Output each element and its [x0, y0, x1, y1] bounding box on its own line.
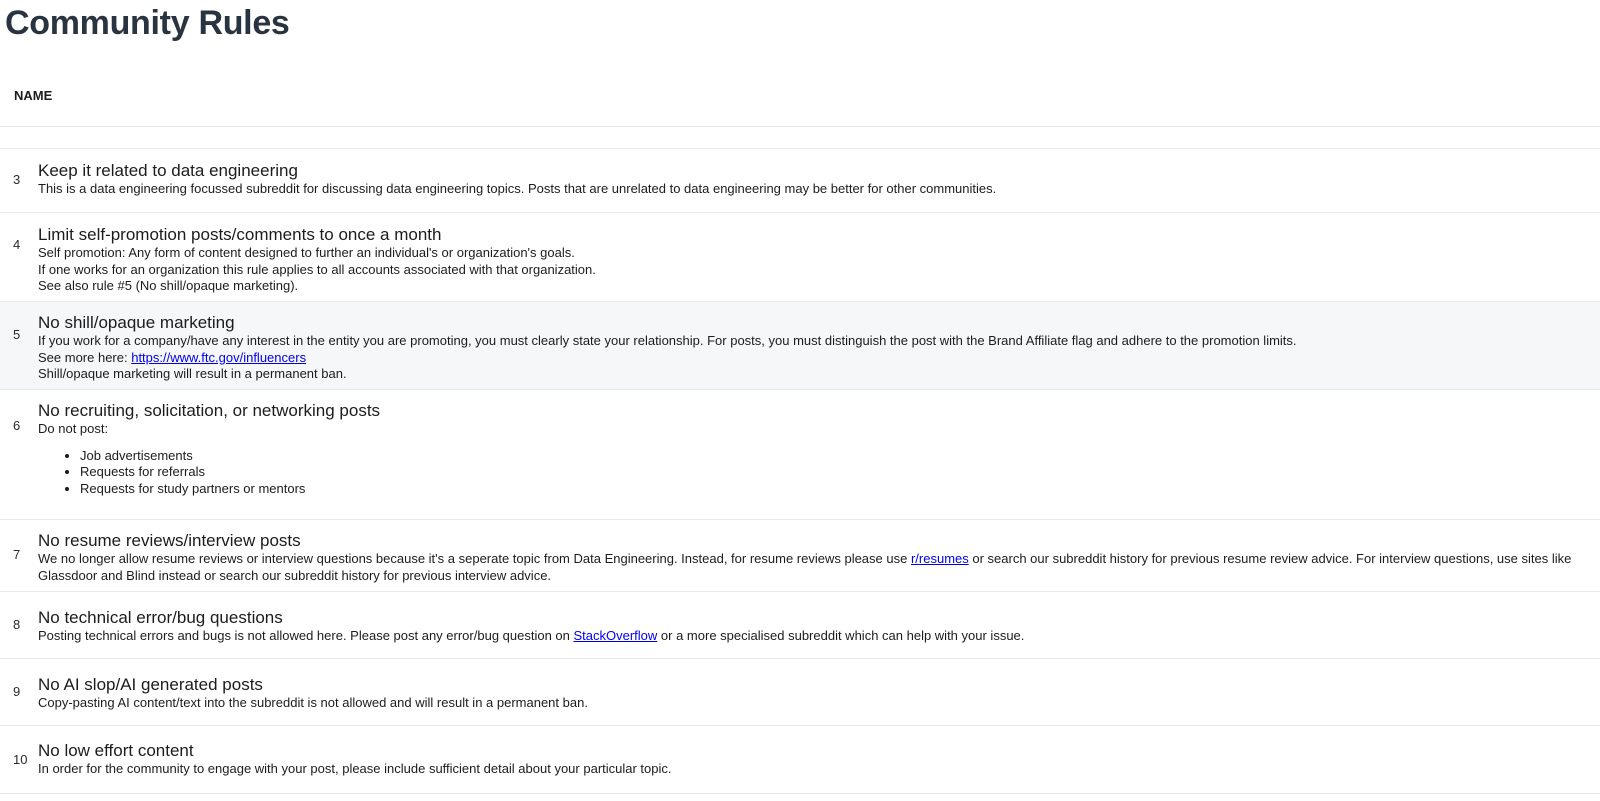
rule-title: Limit self-promotion posts/comments to once a month [38, 225, 442, 244]
rule-number: 8 [13, 617, 21, 632]
rule-row[interactable] [0, 213, 1600, 302]
rule-number: 7 [13, 547, 21, 562]
rule-description: This is a data engineering focussed subreddit for discussing data engineering topics. Posts that are unrelated to data engineering may be better for other communities. [38, 181, 997, 196]
rule-row[interactable] [0, 659, 1600, 726]
rule-text: We no longer allow resume reviews or interview questions because it's a seperate topic from Data Engineering. Instead, for resume reviews please use [38, 551, 911, 566]
rule-description-line: Shill/opaque marketing will result in a permanent ban. [38, 366, 347, 381]
list-item: • Job advertisements [80, 448, 1580, 465]
rule-description [38, 551, 1580, 584]
rule-title: No shill/opaque marketing [38, 313, 235, 332]
rule-description: Copy-pasting AI content/text into the subreddit is not allowed and will result in a permanent ban. [38, 695, 588, 710]
rule-row[interactable] [0, 726, 1600, 794]
rule-description-line: If one works for an organization this rule applies to all accounts associated with that organization. [38, 261, 596, 277]
rule-row[interactable] [0, 302, 1600, 390]
resumes-link[interactable]: r/resumes [910, 551, 969, 566]
rule-description-line: Self promotion: Any form of content designed to further an individual's or organization's goals. [38, 245, 575, 260]
rule-description-line: If you work for a company/have any interest in the entity you are promoting, you must clearly state your relationship. For posts, you must distinguish the post with the Brand Affiliate flag and adhere to the promotion limits. [38, 333, 1297, 348]
page-header [0, 0, 1600, 76]
page-title: Community Rules [5, 4, 290, 42]
rule-description-line: See also rule #5 (No shill/opaque marketing). [38, 278, 299, 293]
rule-description [38, 628, 1580, 645]
list-item: • Requests for study partners or mentors [80, 481, 1580, 498]
rule-number: 9 [13, 684, 21, 699]
rule-bullet-list [38, 448, 1580, 498]
ftc-influencers-link[interactable]: https://www.ftc.gov/influencers [131, 349, 307, 365]
rule-row[interactable] [0, 592, 1600, 659]
see-more-label: See more here: [38, 349, 132, 365]
rule-number: 3 [13, 172, 21, 187]
rule-row[interactable] [0, 148, 1600, 213]
rule-text: or search our subreddit history for previous resume review advice. For interview questions, use sites like Glassdoor and Blind instead or search our subreddit history for previous interview advice. [38, 551, 1572, 583]
stackoverflow-link[interactable]: StackOverflow [573, 628, 658, 643]
rule-title: No recruiting, solicitation, or networking posts [38, 401, 381, 420]
rule-title: Keep it related to data engineering [38, 161, 298, 180]
rule-text: Posting technical errors and bugs is not allowed here. Please post any error/bug question on [38, 628, 574, 643]
rule-number: 4 [13, 237, 21, 252]
rule-title: No technical error/bug questions [38, 608, 283, 627]
rule-description-line: Do not post: [38, 421, 109, 436]
rule-title: No low effort content [38, 741, 194, 760]
rule-number: 6 [13, 418, 21, 433]
rule-number: 5 [13, 327, 21, 342]
rule-description: In order for the community to engage with your post, please include sufficient detail about your particular topic. [38, 761, 672, 776]
table-header [0, 76, 1600, 127]
rule-title: No AI slop/AI generated posts [38, 675, 263, 694]
rule-text: or a more specialised subreddit which can help with your issue. [657, 628, 1025, 643]
rule-title: No resume reviews/interview posts [38, 531, 301, 550]
rule-description-line [38, 350, 1580, 367]
rule-number: 10 [13, 752, 28, 767]
column-header-name[interactable]: NAME [14, 88, 53, 103]
rule-row[interactable] [0, 390, 1600, 520]
rule-row[interactable] [0, 520, 1600, 592]
list-item: • Requests for referrals [80, 464, 1580, 481]
